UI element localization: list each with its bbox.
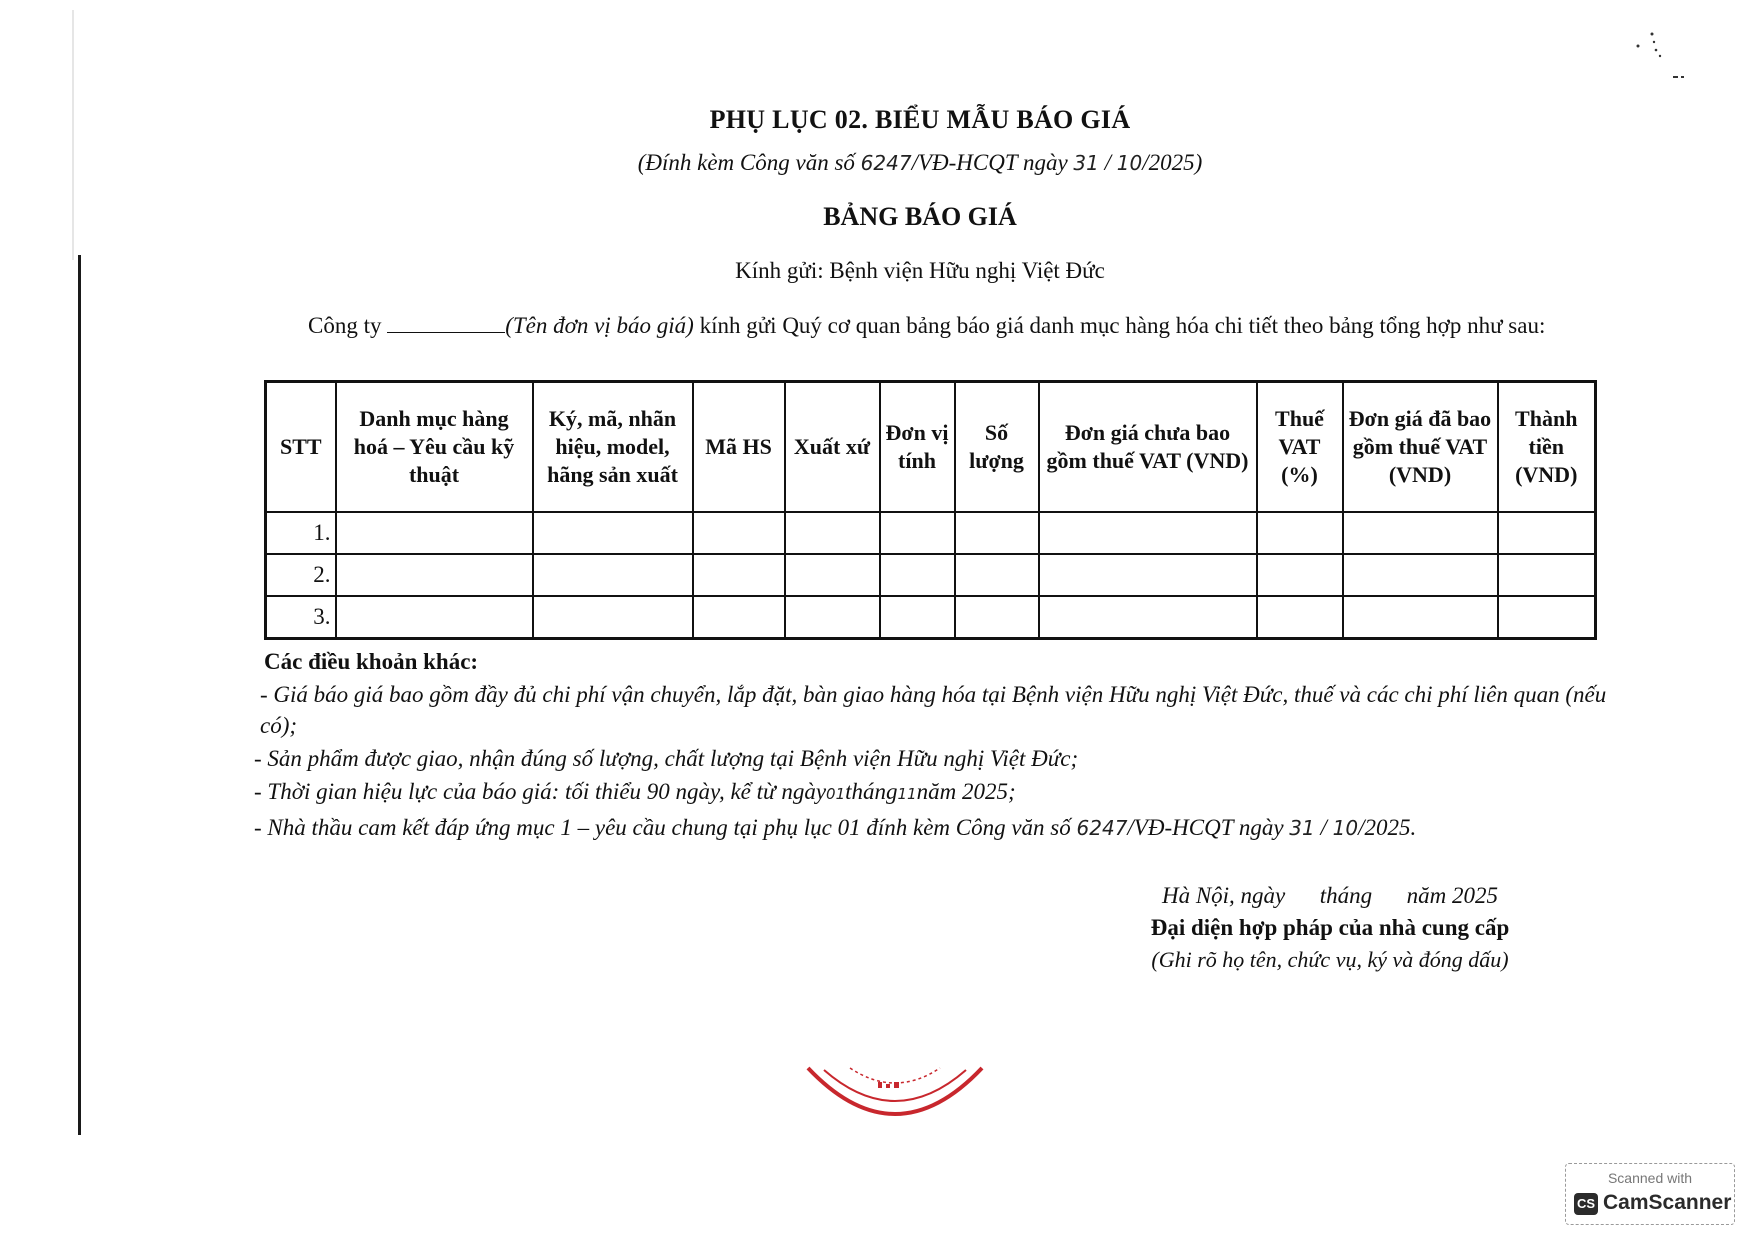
subtitle-year: /2025) (1142, 150, 1203, 175)
cell-unit[interactable] (880, 512, 955, 554)
term-item: - Sản phẩm được giao, nhận đúng số lượng, chất lượng tại Bệnh viện Hữu nghị Việt Đức; (254, 746, 1079, 771)
cell-item[interactable] (336, 554, 533, 596)
handwritten-commitment-number: 6247 (1076, 816, 1128, 840)
validity-suffix: năm 2025; (916, 779, 1016, 804)
representative-title: Đại diện hợp pháp của nhà cung cấp (1150, 915, 1510, 940)
validity-prefix: - Thời gian hiệu lực của báo giá: tối thiểu 90 ngày, kể từ ngày (254, 779, 827, 804)
document-subtitle (0, 150, 1755, 176)
quote-table (264, 380, 1597, 640)
cell-price-excl-vat[interactable] (1039, 512, 1257, 554)
validity-month-label: tháng (845, 779, 898, 804)
cell-unit[interactable] (880, 554, 955, 596)
handwritten-validity-month: 11 (897, 785, 917, 803)
cell-quantity[interactable] (955, 596, 1039, 639)
cell-item[interactable] (336, 512, 533, 554)
intro-company: Công ty (308, 313, 388, 338)
subtitle-prefix: (Đính kèm Công văn số (637, 150, 861, 175)
commitment-suffix: /2025. (1358, 815, 1417, 840)
row-number: 3. (266, 596, 336, 639)
header-item: Danh mục hàng hoá – Yêu cầu kỹ thuật (336, 382, 533, 513)
subtitle-code: /VĐ-HCQT ngày (911, 150, 1074, 175)
cell-origin[interactable] (785, 554, 880, 596)
signature-note: (Ghi rõ họ tên, chức vụ, ký và đóng dấu) (1151, 947, 1509, 972)
cell-hs-code[interactable] (693, 512, 785, 554)
cell-price-excl-vat[interactable] (1039, 554, 1257, 596)
company-name-blank[interactable] (387, 312, 505, 333)
cell-vat[interactable] (1257, 596, 1343, 639)
intro-placeholder: (Tên đơn vị báo giá) (505, 313, 694, 338)
term-item: - Giá báo giá bao gồm đầy đủ chi phí vận chuyển, lắp đặt, bàn giao hàng hóa tại Bệnh viện Hữu nghị Việt Đức, thuế và các chi phí liên quan (nếu có); (260, 682, 1607, 738)
commitment-code: /VĐ-HCQT ngày (1127, 815, 1290, 840)
cell-vat[interactable] (1257, 512, 1343, 554)
signature-block (1100, 880, 1560, 976)
camscanner-badge (1565, 1163, 1735, 1225)
table-row (266, 512, 1596, 554)
handwritten-document-number: 6247 (860, 151, 912, 175)
badge-caption: Scanned with (1607, 1170, 1693, 1186)
cell-price-incl-vat[interactable] (1343, 554, 1498, 596)
row-number: 1. (266, 512, 336, 554)
cell-model[interactable] (533, 512, 693, 554)
table-header-row (266, 382, 1596, 513)
cell-hs-code[interactable] (693, 596, 785, 639)
handwritten-month: 10 (1116, 151, 1143, 175)
scan-specks (1630, 30, 1700, 90)
header-price-incl-vat: Đơn giá đã bao gồm thuế VAT (VND) (1343, 382, 1498, 513)
scan-edge (78, 255, 81, 1135)
cell-model[interactable] (533, 554, 693, 596)
cell-item[interactable] (336, 596, 533, 639)
cell-total[interactable] (1498, 554, 1596, 596)
cell-vat[interactable] (1257, 554, 1343, 596)
cell-model[interactable] (533, 596, 693, 639)
header-origin: Xuất xứ (785, 382, 880, 513)
header-vat: Thuế VAT (%) (1257, 382, 1343, 513)
recipient-line: Kính gửi: Bệnh viện Hữu nghị Việt Đức (735, 258, 1105, 283)
header-model: Ký, mã, nhãn hiệu, model, hãng sản xuất (533, 382, 693, 513)
handwritten-commitment-month: 10 (1332, 816, 1359, 840)
handwritten-commitment-day: 31 (1289, 816, 1315, 840)
header-total: Thành tiền (VND) (1498, 382, 1596, 513)
table-title: BẢNG BÁO GIÁ (823, 202, 1017, 231)
terms-section (236, 646, 1636, 844)
subtitle-separator: / (1098, 150, 1117, 175)
handwritten-validity-day: 01 (826, 785, 846, 803)
cell-price-incl-vat[interactable] (1343, 596, 1498, 639)
table-row (266, 554, 1596, 596)
cell-total[interactable] (1498, 512, 1596, 554)
commitment-prefix: - Nhà thầu cam kết đáp ứng mục 1 – yêu cầu chung tại phụ lục 01 đính kèm Công văn số (254, 815, 1077, 840)
cell-unit[interactable] (880, 596, 955, 639)
badge-brand: CamScanner (1603, 1191, 1732, 1214)
camscanner-logo-icon: CS (1574, 1193, 1598, 1215)
cell-price-excl-vat[interactable] (1039, 596, 1257, 639)
cell-hs-code[interactable] (693, 554, 785, 596)
cell-quantity[interactable] (955, 512, 1039, 554)
cell-origin[interactable] (785, 512, 880, 554)
cell-origin[interactable] (785, 596, 880, 639)
header-stt: STT (266, 382, 336, 513)
row-number: 2. (266, 554, 336, 596)
document-title: PHỤ LỤC 02. BIỂU MẪU BÁO GIÁ (709, 105, 1131, 134)
table-row (266, 596, 1596, 639)
red-seal-stamp (800, 1060, 990, 1130)
header-quantity: Số lượng (955, 382, 1039, 513)
header-price-excl-vat: Đơn giá chưa bao gồm thuế VAT (VND) (1039, 382, 1257, 513)
header-unit: Đơn vị tính (880, 382, 955, 513)
place-date: Hà Nội, ngày tháng năm 2025 (1161, 883, 1499, 908)
cell-quantity[interactable] (955, 554, 1039, 596)
term-commitment (236, 812, 1636, 844)
intro-text: kính gửi Quý cơ quan bảng báo giá danh mục hàng hóa chi tiết theo bảng tổng hợp như sau: (693, 313, 1546, 338)
terms-heading: Các điều khoản khác: (264, 649, 479, 674)
handwritten-day: 31 (1073, 151, 1099, 175)
header-hs-code: Mã HS (693, 382, 785, 513)
intro-paragraph (236, 310, 1596, 341)
term-validity (236, 776, 1636, 810)
cell-price-incl-vat[interactable] (1343, 512, 1498, 554)
cell-total[interactable] (1498, 596, 1596, 639)
commitment-separator: / (1314, 815, 1333, 840)
